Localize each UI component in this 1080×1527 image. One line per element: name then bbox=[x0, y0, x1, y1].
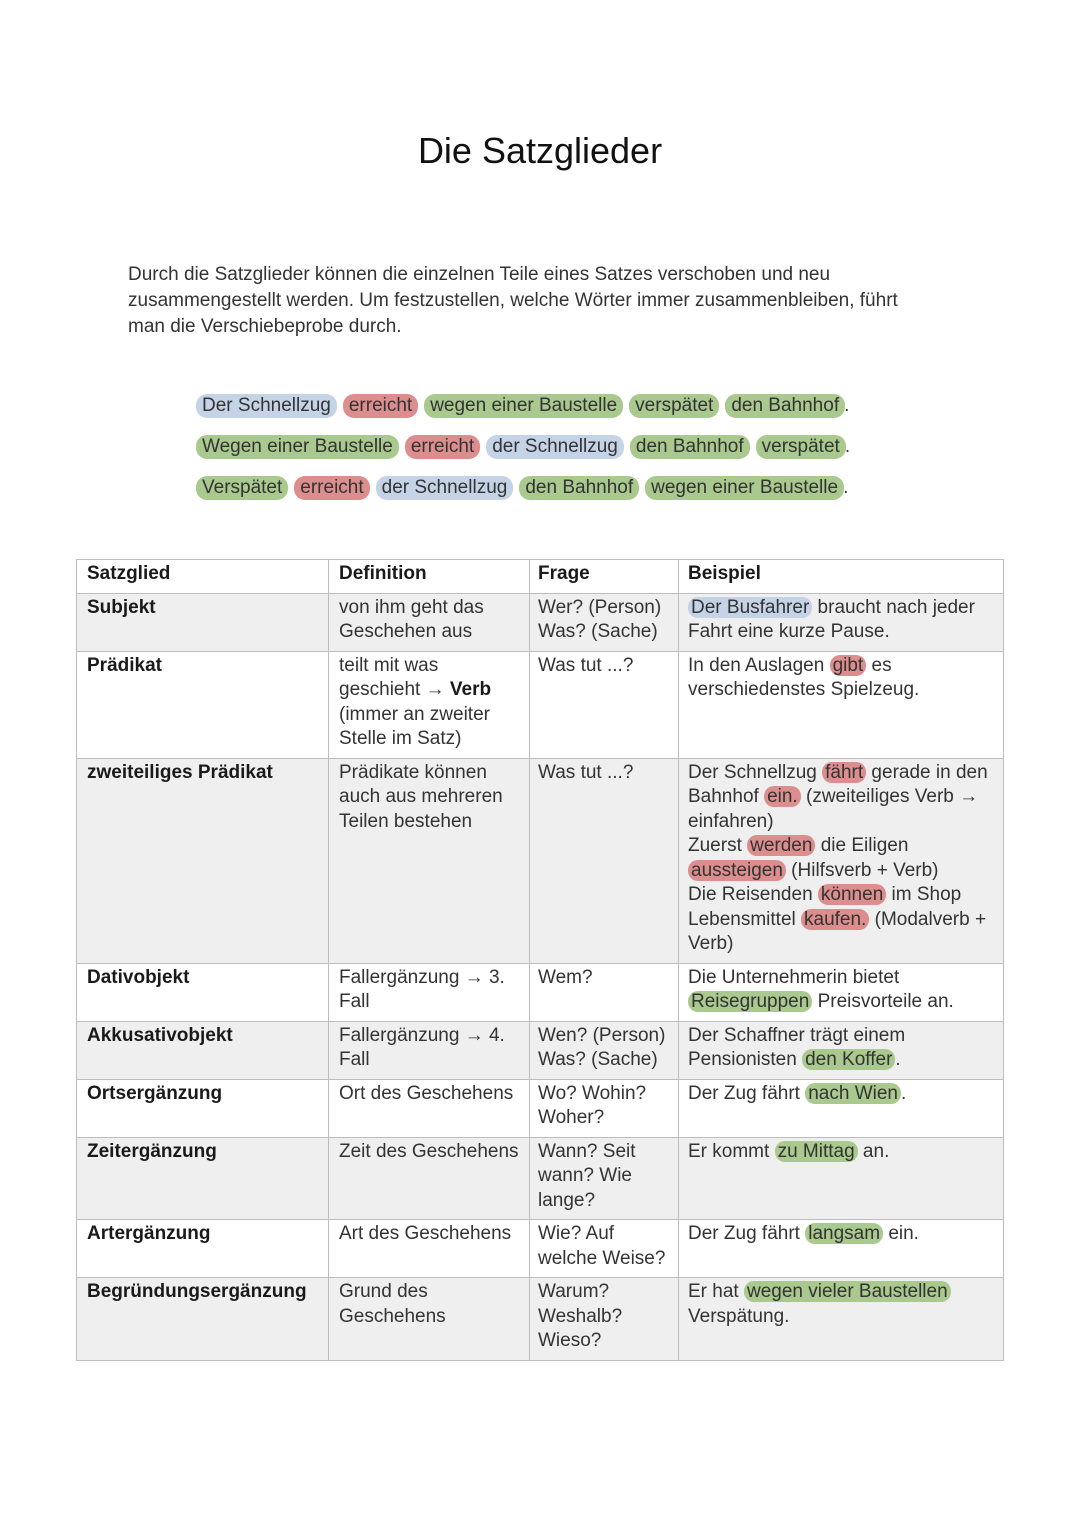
table-row bbox=[77, 651, 1004, 758]
table-row bbox=[77, 1137, 1004, 1220]
cell-definition: Ort des Geschehens bbox=[329, 1079, 530, 1137]
page-title: Die Satzglieder bbox=[417, 130, 663, 171]
cell-beispiel: Die Unternehmerin bietet Reisegruppen Preisvorteile an. bbox=[679, 963, 1004, 1021]
cell-beispiel: Der Zug fährt langsam ein. bbox=[679, 1220, 1004, 1278]
highlighted-part: aussteigen bbox=[688, 860, 786, 881]
sentence-part-chip: den Bahnhof bbox=[725, 394, 845, 418]
cell-frage: Wen? (Person) Was? (Sache) bbox=[530, 1021, 679, 1079]
cell-satzglied: Dativobjekt bbox=[77, 963, 329, 1021]
sentence-part-chip: verspätet bbox=[629, 394, 719, 418]
sentence-period: . bbox=[844, 436, 851, 457]
sentence-part-chip: Wegen einer Baustelle bbox=[196, 435, 399, 459]
shift-test-examples bbox=[196, 394, 850, 517]
cell-frage: Warum? Weshalb? Wieso? bbox=[530, 1278, 679, 1361]
sentence-parts-table bbox=[76, 559, 1004, 1361]
sentence-part-chip: wegen einer Baustelle bbox=[424, 394, 623, 418]
table-row bbox=[77, 758, 1004, 963]
header-frage: Frage bbox=[530, 560, 679, 594]
highlighted-part: den Koffer bbox=[802, 1049, 895, 1070]
sentence-period: . bbox=[843, 477, 849, 498]
table-row bbox=[77, 1278, 1004, 1361]
sentence-part-chip: Verspätet bbox=[196, 476, 288, 500]
header-beispiel: Beispiel bbox=[679, 560, 1004, 594]
cell-satzglied: Ortsergänzung bbox=[77, 1079, 329, 1137]
cell-beispiel: Er hat wegen vieler Baustellen Verspätung. bbox=[679, 1278, 1004, 1361]
table-row bbox=[77, 963, 1004, 1021]
sentence-part-chip: verspätet bbox=[756, 435, 846, 459]
sentence-part-chip: wegen einer Baustelle bbox=[645, 476, 844, 500]
cell-satzglied: Akkusativobjekt bbox=[77, 1021, 329, 1079]
highlighted-part: werden bbox=[747, 835, 815, 856]
sentence-part-chip: der Schnellzug bbox=[376, 476, 514, 500]
sentence-part-chip: Der Schnellzug bbox=[196, 394, 337, 418]
cell-frage: Wem? bbox=[530, 963, 679, 1021]
cell-frage: Was tut ...? bbox=[530, 651, 679, 758]
table-row bbox=[77, 1079, 1004, 1137]
cell-beispiel: In den Auslagen gibt es verschiedenstes Spielzeug. bbox=[679, 651, 1004, 758]
cell-definition: Prädikate können auch aus mehreren Teilen bestehen bbox=[329, 758, 530, 963]
table-header-row bbox=[77, 560, 1004, 594]
cell-definition: Zeit des Geschehens bbox=[329, 1137, 530, 1220]
sentence-part-chip: erreicht bbox=[294, 476, 369, 500]
cell-satzglied: zweiteiliges Prädikat bbox=[77, 758, 329, 963]
highlighted-part: können bbox=[818, 884, 886, 905]
cell-satzglied: Prädikat bbox=[77, 651, 329, 758]
cell-definition: teilt mit was geschieht → Verb (immer an zweiter Stelle im Satz) bbox=[329, 651, 530, 758]
sentence-part-chip: den Bahnhof bbox=[630, 435, 750, 459]
sentence-part-chip: der Schnellzug bbox=[486, 435, 624, 459]
cell-satzglied: Zeitergänzung bbox=[77, 1137, 329, 1220]
header-definition: Definition bbox=[329, 560, 530, 594]
cell-definition: Fallergänzung → 3. Fall bbox=[329, 963, 530, 1021]
cell-satzglied: Subjekt bbox=[77, 593, 329, 651]
sentence-part-chip: den Bahnhof bbox=[519, 476, 639, 500]
intro-paragraph: Durch die Satzglieder können die einzelnen Teile eines Satzes verschoben und neu zusammengestellt werden. Um festzustellen, welche Wörter immer zusammenbleiben, führt man die Verschiebeprobe durch. bbox=[128, 264, 898, 337]
highlighted-part: wegen vieler Baustellen bbox=[744, 1281, 951, 1302]
highlighted-part: nach Wien bbox=[805, 1083, 901, 1104]
header-satzglied: Satzglied bbox=[77, 560, 329, 594]
cell-beispiel: Er kommt zu Mittag an. bbox=[679, 1137, 1004, 1220]
cell-frage: Wo? Wohin? Woher? bbox=[530, 1079, 679, 1137]
highlighted-part: langsam bbox=[805, 1223, 883, 1244]
cell-definition: Fallergänzung → 4. Fall bbox=[329, 1021, 530, 1079]
cell-definition: Art des Geschehens bbox=[329, 1220, 530, 1278]
cell-satzglied: Artergänzung bbox=[77, 1220, 329, 1278]
definition-keyword: Verb bbox=[449, 679, 492, 700]
table-row bbox=[77, 1220, 1004, 1278]
cell-beispiel: Der Zug fährt nach Wien . bbox=[679, 1079, 1004, 1137]
highlighted-part: Reisegruppen bbox=[688, 991, 812, 1012]
cell-frage: Was tut ...? bbox=[530, 758, 679, 963]
highlighted-part: gibt bbox=[830, 655, 867, 676]
example-sentence bbox=[196, 476, 850, 517]
highlighted-part: fährt bbox=[822, 762, 866, 783]
cell-satzglied: Begründungsergänzung bbox=[77, 1278, 329, 1361]
table-row bbox=[77, 593, 1004, 651]
cell-frage: Wann? Seit wann? Wie lange? bbox=[530, 1137, 679, 1220]
cell-frage: Wer? (Person) Was? (Sache) bbox=[530, 593, 679, 651]
cell-frage: Wie? Auf welche Weise? bbox=[530, 1220, 679, 1278]
highlighted-part: kaufen. bbox=[801, 909, 869, 930]
cell-definition: von ihm geht das Geschehen aus bbox=[329, 593, 530, 651]
sentence-part-chip: erreicht bbox=[405, 435, 480, 459]
highlighted-part: Der Busfahrer bbox=[688, 597, 812, 618]
example-sentence bbox=[196, 394, 850, 435]
sentence-period: . bbox=[844, 395, 850, 416]
highlighted-part: ein. bbox=[764, 786, 801, 807]
cell-beispiel: Der Schaffner trägt einem Pensionisten den Koffer . bbox=[679, 1021, 1004, 1079]
example-sentence bbox=[196, 435, 850, 476]
cell-definition: Grund des Geschehens bbox=[329, 1278, 530, 1361]
cell-beispiel: Der Busfahrer braucht nach jeder Fahrt eine kurze Pause. bbox=[679, 593, 1004, 651]
sentence-part-chip: erreicht bbox=[343, 394, 418, 418]
cell-beispiel: Der Schnellzug fährt gerade in den Bahnhof ein. (zweiteiliges Verb → einfahren) Zuerst werden die Eiligen aussteigen (Hilfsverb + Verb) Die Reisenden können im Shop Lebensmittel kaufen. (Modalverb + Verb) bbox=[679, 758, 1004, 963]
highlighted-part: zu Mittag bbox=[775, 1141, 858, 1162]
table-row bbox=[77, 1021, 1004, 1079]
